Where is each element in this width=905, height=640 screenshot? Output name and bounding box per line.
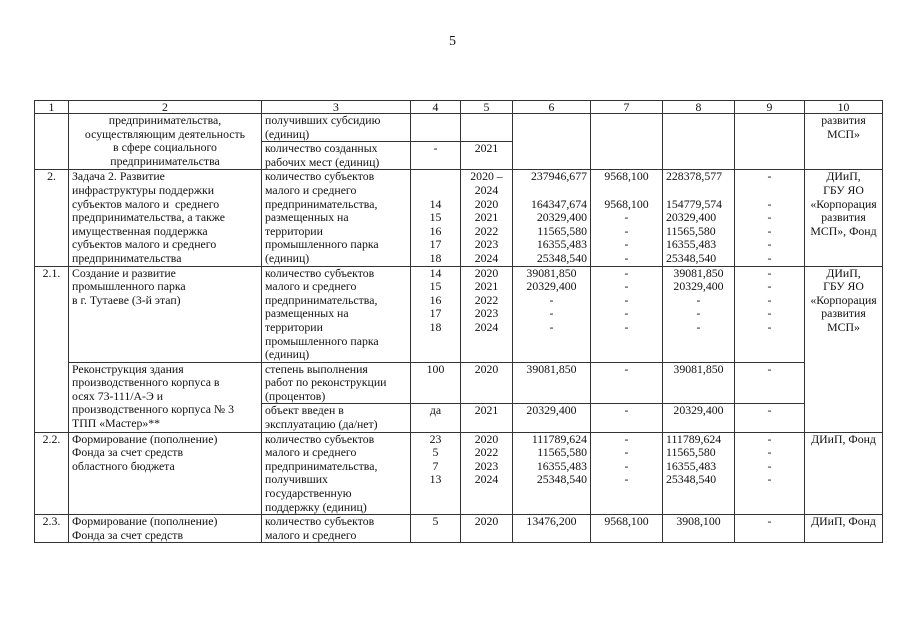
year-cell: 2020 bbox=[461, 362, 513, 404]
value-cell: 23 5 7 13 bbox=[411, 432, 461, 515]
program-table bbox=[34, 100, 883, 543]
column-header: 8 bbox=[663, 101, 735, 114]
year-cell: 2021 bbox=[461, 404, 513, 432]
responsible-cell: ДИиП, ГБУ ЯО «Корпорация развития МСП», Фонд bbox=[805, 170, 883, 266]
regional-cell: 3908,100 bbox=[663, 515, 735, 543]
row-number-cell: 2.2. bbox=[35, 432, 69, 515]
other-cell: - bbox=[735, 515, 805, 543]
regional-cell bbox=[663, 114, 735, 170]
responsible-cell: развития МСП» bbox=[805, 114, 883, 170]
table-row bbox=[35, 266, 883, 362]
federal-cell bbox=[591, 114, 663, 170]
federal-cell: 9568,100 9568,100 - - - - bbox=[591, 170, 663, 266]
indicator-cell: степень выполнения работ по реконструкции (процентов) bbox=[262, 362, 411, 404]
federal-cell: - - - - - bbox=[591, 266, 663, 362]
column-header: 9 bbox=[735, 101, 805, 114]
header-row bbox=[35, 101, 883, 114]
regional-cell: 39081,850 bbox=[663, 362, 735, 404]
value-cell: - bbox=[411, 142, 461, 170]
table-row bbox=[35, 432, 883, 515]
year-cell: 2020 2021 2022 2023 2024 bbox=[461, 266, 513, 362]
year-cell: 2020 – 2024 2020 2021 2022 2023 2024 bbox=[461, 170, 513, 266]
responsible-cell: ДИиП, Фонд bbox=[805, 515, 883, 543]
measure-name-cell: Формирование (пополнение) Фонда за счет средств bbox=[69, 515, 262, 543]
value-cell: да bbox=[411, 404, 461, 432]
total-cell: 39081,850 bbox=[513, 362, 591, 404]
total-cell: 237946,677 164347,674 20329,400 11565,580 16355,483 25348,540 bbox=[513, 170, 591, 266]
column-header: 6 bbox=[513, 101, 591, 114]
measure-name-cell: Реконструкция здания производственного корпуса в осях 73-111/А-Э и производственного корпуса № 3 ТПП «Мастер»** bbox=[69, 362, 262, 432]
value-cell: 14 15 16 17 18 bbox=[411, 266, 461, 362]
measure-name-cell: Задача 2. Развитие инфраструктуры поддержки субъектов малого и среднего предпринимательства, а также имущественная поддержка субъектов малого и среднего предпринимательства bbox=[69, 170, 262, 266]
value-cell bbox=[411, 114, 461, 142]
regional-cell: 39081,850 20329,400 - - - bbox=[663, 266, 735, 362]
total-cell: 20329,400 bbox=[513, 404, 591, 432]
regional-cell: 228378,577 154779,574 20329,400 11565,580 16355,483 25348,540 bbox=[663, 170, 735, 266]
column-header: 10 bbox=[805, 101, 883, 114]
year-cell bbox=[461, 114, 513, 142]
value-cell: 14 15 16 17 18 bbox=[411, 170, 461, 266]
indicator-cell: количество субъектов малого и среднего предпринимательства, размещенных на территории промышленного парка (единиц) bbox=[262, 170, 411, 266]
value-cell: 5 bbox=[411, 515, 461, 543]
other-cell bbox=[735, 114, 805, 170]
indicator-cell: количество субъектов малого и среднего bbox=[262, 515, 411, 543]
total-cell bbox=[513, 114, 591, 170]
row-number-cell bbox=[35, 114, 69, 170]
indicator-cell: объект введен в эксплуатацию (да/нет) bbox=[262, 404, 411, 432]
year-cell: 2020 bbox=[461, 515, 513, 543]
regional-cell: 111789,624 11565,580 16355,483 25348,540 bbox=[663, 432, 735, 515]
federal-cell: - bbox=[591, 404, 663, 432]
other-cell: - bbox=[735, 404, 805, 432]
total-cell: 111789,624 11565,580 16355,483 25348,540 bbox=[513, 432, 591, 515]
measure-name-cell: предпринимательства, осуществляющим деятельность в сфере социального предпринимательства bbox=[69, 114, 262, 170]
row-number-cell: 2.1. bbox=[35, 266, 69, 432]
column-header: 7 bbox=[591, 101, 663, 114]
federal-cell: 9568,100 bbox=[591, 515, 663, 543]
row-number-cell: 2.3. bbox=[35, 515, 69, 543]
measure-name-cell: Создание и развитие промышленного парка в г. Тутаеве (3-й этап) bbox=[69, 266, 262, 362]
federal-cell: - - - - bbox=[591, 432, 663, 515]
year-cell: 2021 bbox=[461, 142, 513, 170]
column-header: 5 bbox=[461, 101, 513, 114]
column-header: 2 bbox=[69, 101, 262, 114]
other-cell: - - - - - bbox=[735, 266, 805, 362]
responsible-cell: ДИиП, ГБУ ЯО «Корпорация развития МСП» bbox=[805, 266, 883, 432]
measure-name-cell: Формирование (пополнение) Фонда за счет средств областного бюджета bbox=[69, 432, 262, 515]
federal-cell: - bbox=[591, 362, 663, 404]
indicator-cell: количество созданных рабочих мест (единиц) bbox=[262, 142, 411, 170]
page-number: 5 bbox=[449, 34, 456, 49]
indicator-cell: количество субъектов малого и среднего предпринимательства, размещенных на территории промышленного парка (единиц) bbox=[262, 266, 411, 362]
indicator-cell: количество субъектов малого и среднего предпринимательства, получивших государственную поддержку (единиц) bbox=[262, 432, 411, 515]
responsible-cell: ДИиП, Фонд bbox=[805, 432, 883, 515]
table-row bbox=[35, 114, 883, 142]
value-cell: 100 bbox=[411, 362, 461, 404]
year-cell: 2020 2022 2023 2024 bbox=[461, 432, 513, 515]
total-cell: 13476,200 bbox=[513, 515, 591, 543]
table-row bbox=[35, 515, 883, 543]
other-cell: - bbox=[735, 362, 805, 404]
column-header: 1 bbox=[35, 101, 69, 114]
table-row bbox=[35, 362, 883, 404]
regional-cell: 20329,400 bbox=[663, 404, 735, 432]
other-cell: - - - - - - bbox=[735, 170, 805, 266]
indicator-cell: получивших субсидию (единиц) bbox=[262, 114, 411, 142]
table-row bbox=[35, 170, 883, 266]
column-header: 4 bbox=[411, 101, 461, 114]
row-number-cell: 2. bbox=[35, 170, 69, 266]
column-header: 3 bbox=[262, 101, 411, 114]
total-cell: 39081,850 20329,400 - - - bbox=[513, 266, 591, 362]
other-cell: - - - - bbox=[735, 432, 805, 515]
